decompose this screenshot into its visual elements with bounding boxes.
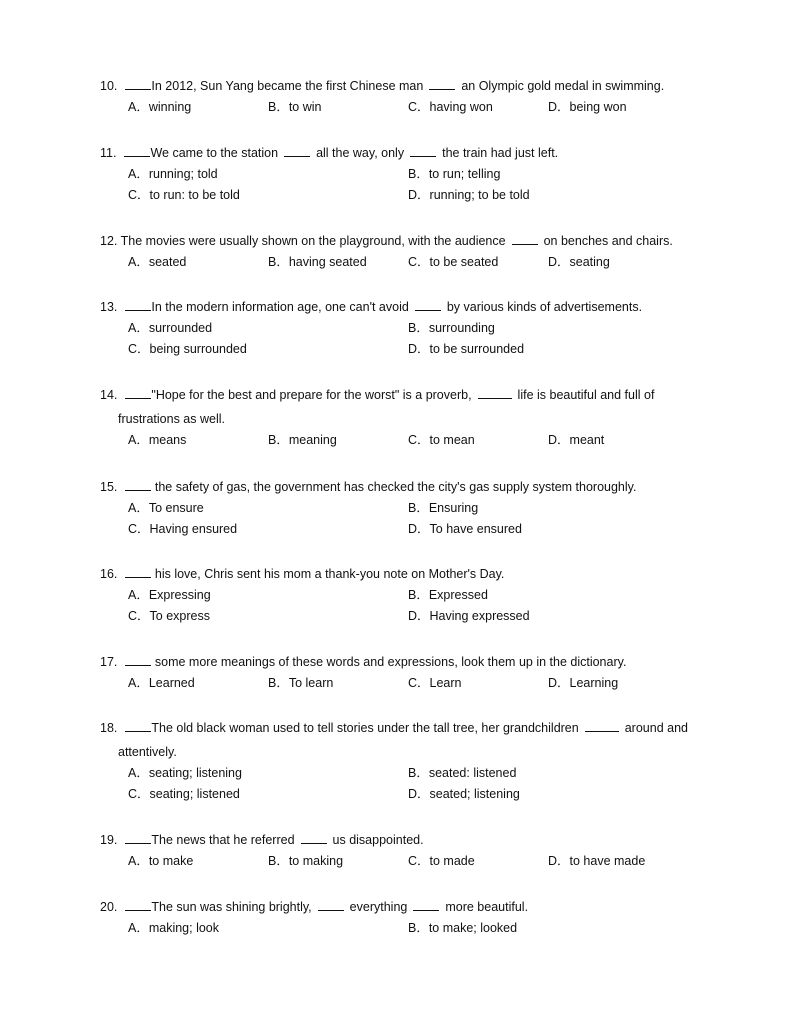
options <box>128 252 704 273</box>
option-d[interactable]: D．To have ensured <box>408 522 522 536</box>
options <box>128 585 704 627</box>
answer-blank <box>429 79 455 90</box>
options <box>128 498 704 540</box>
question-number: 14. <box>100 388 118 402</box>
option-b[interactable]: B．surrounding <box>408 321 495 335</box>
options <box>128 918 704 939</box>
option-a[interactable]: A．means <box>128 433 187 447</box>
option-c[interactable]: C．to be seated <box>408 255 499 269</box>
question-number: 11. <box>100 146 117 160</box>
option-b[interactable]: B．to run; telling <box>408 167 501 181</box>
question-number: 15. <box>100 480 118 494</box>
answer-blank <box>125 567 151 578</box>
answer-blank <box>125 655 151 666</box>
answer-blank <box>125 721 151 732</box>
question-number: 13. <box>100 300 118 314</box>
option-c[interactable]: C．Having ensured <box>128 522 238 536</box>
option-d[interactable]: D．to be surrounded <box>408 342 525 356</box>
answer-blank <box>512 234 538 245</box>
option-d[interactable]: D．being won <box>548 100 627 114</box>
answer-blank <box>478 388 512 399</box>
question-stem: 12. The movies were usually shown on the playground, with the audience on benches and chairs. <box>100 234 673 248</box>
option-a[interactable]: A．Expressing <box>128 588 211 602</box>
question-stem: 14. "Hope for the best and prepare for the worst" is a proverb, life is beautiful and full of <box>100 388 655 402</box>
question-stem: 16. his love, Chris sent his mom a thank-you note on Mother's Day. <box>100 567 505 581</box>
question-number: 10. <box>100 79 118 93</box>
option-c[interactable]: C．being surrounded <box>128 342 247 356</box>
option-b[interactable]: B．to win <box>268 100 322 114</box>
answer-blank <box>125 480 151 491</box>
question-number: 16. <box>100 567 118 581</box>
option-b[interactable]: B．To learn <box>268 676 334 690</box>
option-c[interactable]: C．Learn <box>408 676 462 690</box>
option-c[interactable]: C．having won <box>408 100 493 114</box>
question-13 <box>100 296 704 360</box>
answer-blank <box>301 833 327 844</box>
answer-blank <box>125 388 151 399</box>
answer-blank <box>125 79 151 90</box>
question-stem: 11. We came to the station all the way, only the train had just left. <box>100 146 559 160</box>
option-b[interactable]: B．having seated <box>268 255 367 269</box>
question-stem: 17. some more meanings of these words and expressions, look them up in the dictionary. <box>100 655 627 669</box>
question-stem: 15. the safety of gas, the government has checked the city's gas supply system thoroughly. <box>100 480 637 494</box>
answer-blank <box>125 300 151 311</box>
question-stem-continued: attentively. <box>118 745 177 759</box>
option-d[interactable]: D．running; to be told <box>408 188 530 202</box>
question-11 <box>100 142 704 206</box>
option-c[interactable]: C．to mean <box>408 433 475 447</box>
option-a[interactable]: A．Learned <box>128 676 195 690</box>
option-d[interactable]: D．seated; listening <box>408 787 520 801</box>
question-20 <box>100 896 704 939</box>
option-a[interactable]: A．winning <box>128 100 192 114</box>
answer-blank <box>125 900 151 911</box>
question-17 <box>100 651 704 694</box>
option-b[interactable]: B．Ensuring <box>408 501 479 515</box>
option-d[interactable]: D．to have made <box>548 854 646 868</box>
answer-blank <box>124 146 150 157</box>
option-b[interactable]: B．Expressed <box>408 588 488 602</box>
option-a[interactable]: A．To ensure <box>128 501 204 515</box>
option-a[interactable]: A．making; look <box>128 921 220 935</box>
options <box>128 164 704 206</box>
question-number: 17. <box>100 655 118 669</box>
option-c[interactable]: C．To express <box>128 609 210 623</box>
question-stem: 10. In 2012, Sun Yang became the first Chinese man an Olympic gold medal in swimming. <box>100 79 665 93</box>
option-b[interactable]: B．to making <box>268 854 344 868</box>
answer-blank <box>410 146 436 157</box>
option-c[interactable]: C．to made <box>408 854 475 868</box>
question-stem: 19. The news that he referred us disappointed. <box>100 833 424 847</box>
answer-blank <box>318 900 344 911</box>
question-number: 18. <box>100 721 118 735</box>
question-18 <box>100 717 704 805</box>
option-d[interactable]: D．meant <box>548 433 605 447</box>
options <box>128 851 704 872</box>
answer-blank <box>413 900 439 911</box>
answer-blank <box>585 721 619 732</box>
options <box>128 97 704 118</box>
question-stem-continued: frustrations as well. <box>118 412 225 426</box>
option-a[interactable]: A．surrounded <box>128 321 213 335</box>
options <box>128 763 704 805</box>
option-c[interactable]: C．to run: to be told <box>128 188 240 202</box>
option-c[interactable]: C．seating; listened <box>128 787 240 801</box>
question-16 <box>100 563 704 627</box>
question-15 <box>100 476 704 540</box>
option-b[interactable]: B．meaning <box>268 433 337 447</box>
question-14 <box>100 384 704 451</box>
option-d[interactable]: D．Learning <box>548 676 619 690</box>
question-12 <box>100 230 704 273</box>
answer-blank <box>415 300 441 311</box>
option-d[interactable]: D．seating <box>548 255 610 269</box>
answer-blank <box>284 146 310 157</box>
question-stem: 13. In the modern information age, one can't avoid by various kinds of advertisements. <box>100 300 643 314</box>
options <box>128 430 704 451</box>
options <box>128 318 704 360</box>
option-a[interactable]: A．seated <box>128 255 187 269</box>
question-stem: 20. The sun was shining brightly, everything more beautiful. <box>100 900 529 914</box>
question-number: 19. <box>100 833 118 847</box>
question-number: 20. <box>100 900 118 914</box>
question-19 <box>100 829 704 872</box>
options <box>128 673 704 694</box>
question-number: 12. <box>100 234 118 248</box>
question-10 <box>100 75 704 118</box>
option-a[interactable]: A．to make <box>128 854 194 868</box>
option-b[interactable]: B．seated: listened <box>408 766 517 780</box>
option-a[interactable]: A．running; told <box>128 167 218 181</box>
option-a[interactable]: A．seating; listening <box>128 766 242 780</box>
question-stem: 18. The old black woman used to tell stories under the tall tree, her grandchildren around and <box>100 721 688 735</box>
option-d[interactable]: D．Having expressed <box>408 609 530 623</box>
option-b[interactable]: B．to make; looked <box>408 921 518 935</box>
answer-blank <box>125 833 151 844</box>
